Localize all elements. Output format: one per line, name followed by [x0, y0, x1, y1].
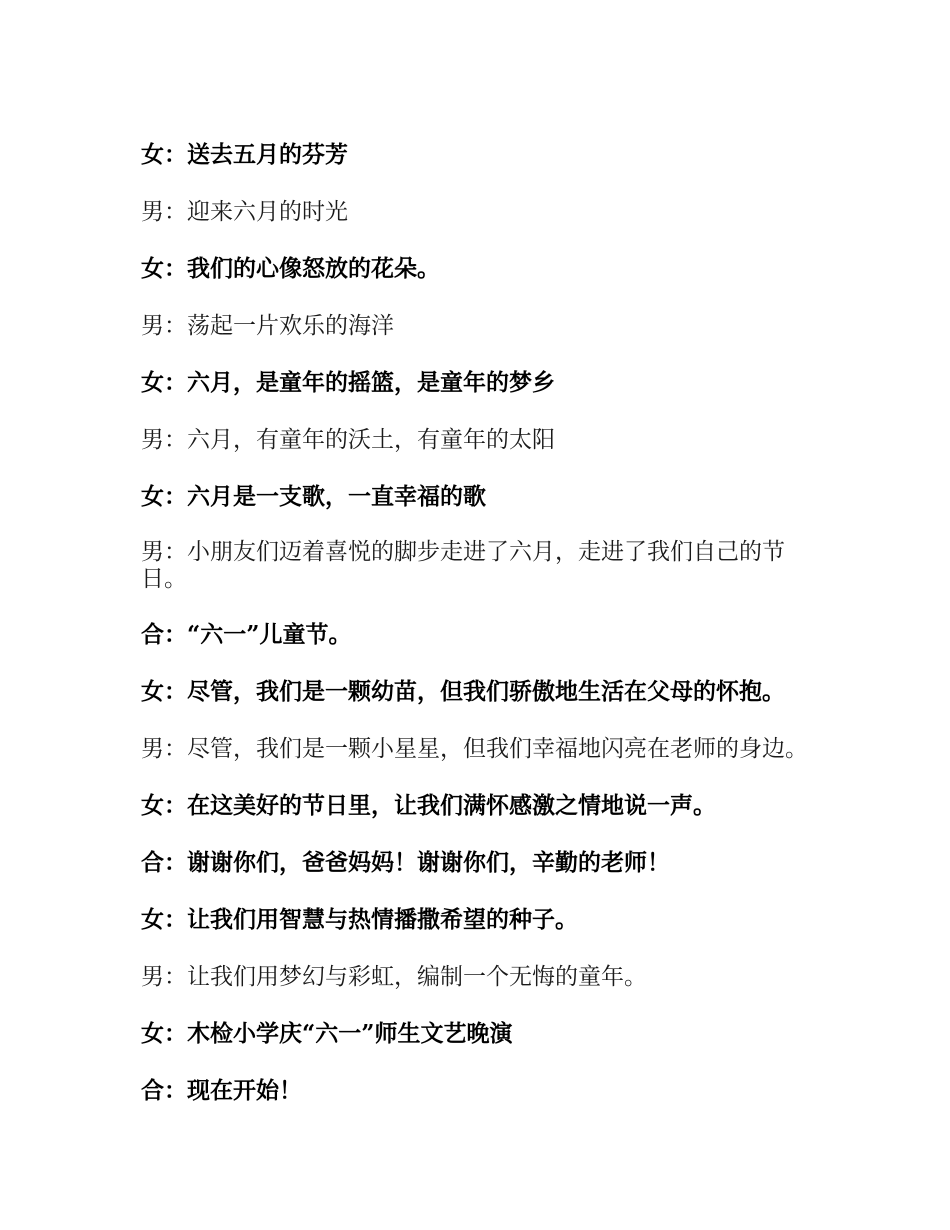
- script-line-female: 女：六月是一支歌，一直幸福的歌: [141, 483, 486, 510]
- script-line-male: 男：荡起一片欢乐的海洋: [141, 313, 394, 339]
- script-line-chorus: 合：谢谢你们，爸爸妈妈！谢谢你们，辛勤的老师！: [141, 849, 670, 876]
- script-line-female: 女：让我们用智慧与热情播撒希望的种子。: [141, 906, 578, 933]
- script-line-female: 女：我们的心像怒放的花朵。: [141, 255, 440, 282]
- script-line-female: 女：在这美好的节日里，让我们满怀感激之情地说一声。: [141, 792, 716, 819]
- script-line-female: 女：尽管，我们是一颗幼苗，但我们骄傲地生活在父母的怀抱。: [141, 678, 785, 705]
- script-line-male: 男：小朋友们迈着喜悦的脚步走进了六月，走进了我们自己的节日。: [141, 539, 785, 592]
- script-line-female: 女：六月，是童年的摇篮，是童年的梦乡: [141, 369, 555, 396]
- script-line-female: 女：木检小学庆“六一”师生文艺晚演: [141, 1020, 513, 1047]
- script-line-male: 男：迎来六月的时光: [141, 199, 348, 225]
- script-line-female: 女：送去五月的芬芳: [141, 141, 348, 168]
- script-line-chorus: 合：“六一”儿童节。: [141, 621, 352, 648]
- script-line-male: 男：让我们用梦幻与彩虹，编制一个无悔的童年。: [141, 964, 647, 990]
- script-line-male: 男：六月，有童年的沃土，有童年的太阳: [141, 427, 555, 453]
- script-line-chorus: 合：现在开始！: [141, 1077, 302, 1104]
- script-line-male: 男：尽管，我们是一颗小星星，但我们幸福地闪亮在老师的身边。: [141, 736, 808, 762]
